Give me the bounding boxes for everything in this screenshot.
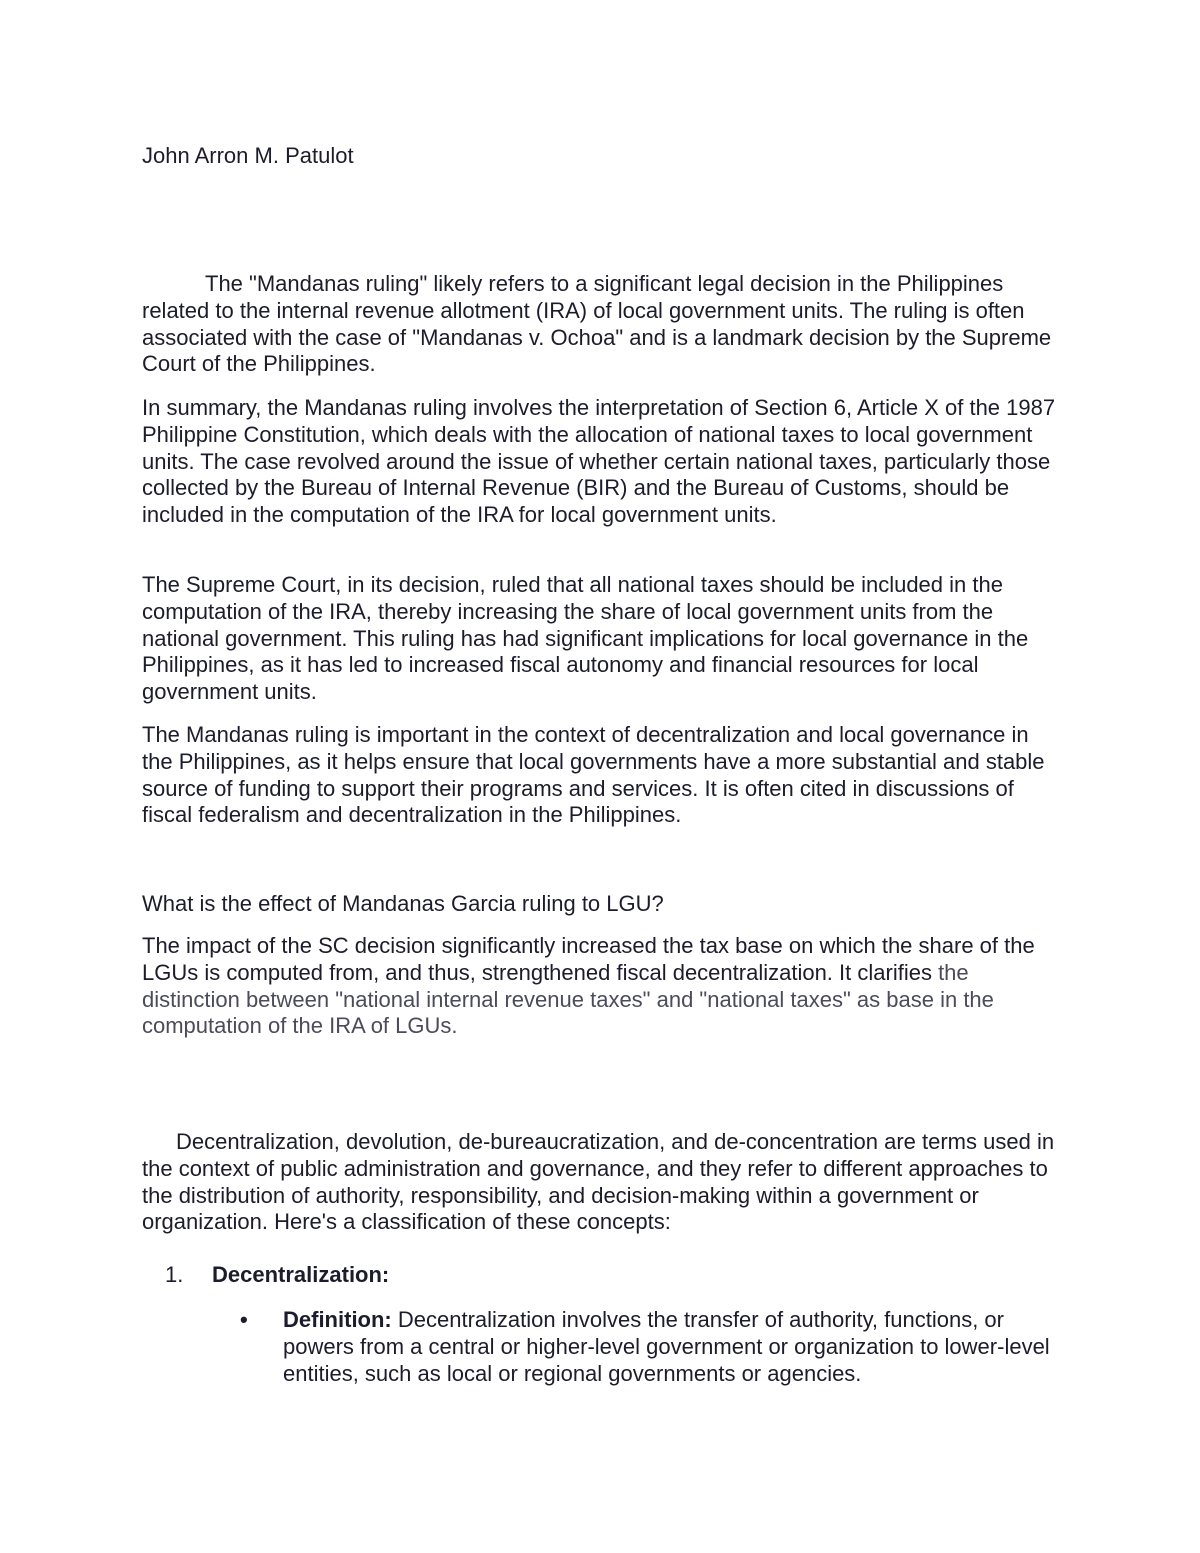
bullet-icon: • (240, 1307, 248, 1332)
paragraph-mandanas-intro: The "Mandanas ruling" likely refers to a significant legal decision in the Philippines related to the internal revenue allotment (IRA) of local government units. The ruling is often associated with the case of "Mandanas v. Ochoa" and is a landmark decision by the Supreme Court of the Philippines. (142, 271, 1052, 377)
list-heading: Decentralization: (212, 1262, 390, 1287)
list-number: 1. (165, 1262, 184, 1287)
question-heading: What is the effect of Mandanas Garcia ruling to LGU? (142, 891, 664, 916)
answer-part-2: the distinction between "national internal revenue taxes" and "national taxes" as base in the computation of the IRA of LGUs. (142, 959, 994, 1039)
paragraph-supreme-court-decision: The Supreme Court, in its decision, ruled that all national taxes should be included in the computation of the IRA, thereby increasing the share of local government units from the national government. This ruling has had significant implications for local governance in the Philippines, as it has led to increased fiscal autonomy and financial resources for local government units. (142, 572, 1029, 705)
definition-term: Definition: (283, 1307, 392, 1332)
paragraph-concepts-intro: Decentralization, devolution, de-bureaucratization, and de-concentration are terms used in the context of public administration and governance, and they refer to different approaches to the distribution of authority, responsibility, and decision-making within a government or organization. Here's a classification of these concepts: (142, 1129, 1055, 1235)
definition-text: Decentralization involves the transfer of authority, functions, or powers from a central or higher-level government or organization to lower-level entities, such as local or regional governments or agencies. (283, 1307, 1050, 1386)
paragraph-answer (142, 933, 1062, 1040)
author-name: John Arron M. Patulot (142, 143, 354, 168)
paragraph-importance: The Mandanas ruling is important in the context of decentralization and local governance in the Philippines, as it helps ensure that local governments have a more substantial and stable source of funding to support their programs and services. It is often cited in discussions of fiscal federalism and decentralization in the Philippines. (142, 722, 1045, 828)
paragraph-summary: In summary, the Mandanas ruling involves the interpretation of Section 6, Article X of the 1987 Philippine Constitution, which deals with the allocation of national taxes to local government units. The case revolved around the issue of whether certain national taxes, particularly those collected by the Bureau of Internal Revenue (BIR) and the Bureau of Customs, should be included in the computation of the IRA for local government units. (142, 395, 1056, 528)
answer-part-1: The impact of the SC decision significantly increased the tax base on which the share of the LGUs is computed from, and thus, strengthened fiscal decentralization. It clarifies (142, 933, 1035, 985)
list-item-decentralization (165, 1262, 389, 1289)
definition-bullet (283, 1307, 1073, 1387)
